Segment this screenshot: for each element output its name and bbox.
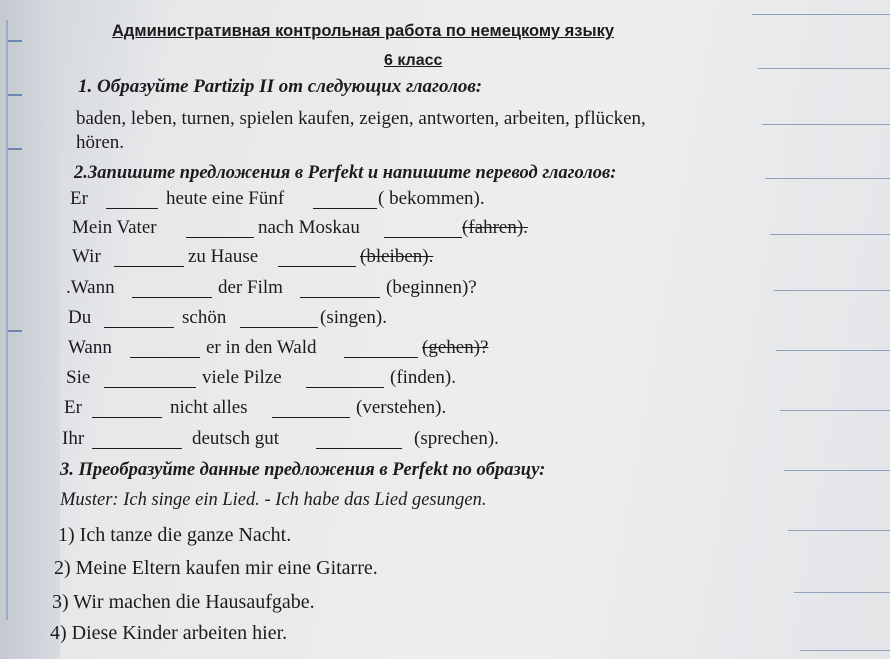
sentence-middle: viele Pilze bbox=[202, 367, 282, 388]
task1-verbs-line1: baden, leben, turnen, spielen kaufen, zeigen, antworten, arbeiten, pflücken, bbox=[76, 108, 646, 129]
notebook-line bbox=[758, 68, 890, 69]
answer-blank bbox=[106, 190, 158, 209]
task3-item: 4) Diese Kinder arbeiten hier. bbox=[50, 622, 288, 644]
task3-item: 2) Meine Eltern kaufen mir eine Gitarre. bbox=[54, 557, 378, 579]
notebook-line bbox=[762, 124, 890, 125]
answer-blank bbox=[344, 339, 418, 358]
answer-blank bbox=[306, 369, 384, 388]
notebook-line bbox=[752, 14, 890, 15]
sentence-verb: (gehen)? bbox=[422, 337, 489, 358]
sentence-verb: (fahren). bbox=[462, 217, 528, 238]
sentence-verb: (verstehen). bbox=[356, 397, 447, 418]
sentence-verb: (bleiben). bbox=[360, 246, 434, 267]
answer-blank bbox=[316, 430, 402, 449]
margin-tick bbox=[8, 94, 22, 96]
sentence-middle: der Film bbox=[218, 277, 283, 298]
answer-blank bbox=[186, 219, 254, 238]
sentence-middle: nach Moskau bbox=[258, 217, 360, 238]
notebook-line bbox=[784, 470, 890, 471]
answer-blank bbox=[114, 248, 184, 267]
answer-blank bbox=[132, 279, 212, 298]
answer-blank bbox=[92, 399, 162, 418]
task3-item: 3) Wir machen die Hausaufgabe. bbox=[52, 591, 315, 613]
page-title: Административная контрольная работа по немецкому языку bbox=[112, 22, 615, 40]
notebook-line bbox=[765, 178, 890, 179]
answer-blank bbox=[104, 309, 174, 328]
notebook-line bbox=[788, 530, 890, 531]
answer-blank bbox=[278, 248, 356, 267]
sentence-verb: (sprechen). bbox=[414, 428, 499, 449]
sentence-subject: Du bbox=[68, 307, 92, 328]
margin-tick bbox=[8, 148, 22, 150]
sentence-middle: heute eine Fünf bbox=[166, 188, 285, 209]
margin-tick bbox=[8, 330, 22, 332]
notebook-line bbox=[794, 592, 890, 593]
notebook-line bbox=[770, 234, 890, 235]
answer-blank bbox=[300, 279, 380, 298]
sentence-subject: Mein Vater bbox=[72, 217, 157, 238]
sentence-subject: Ihr bbox=[62, 428, 85, 449]
sentence-subject: Er bbox=[70, 188, 88, 209]
task3-heading: 3. Преобразуйте данные предложения в Perfekt по образцу: bbox=[60, 460, 546, 480]
answer-blank bbox=[272, 399, 350, 418]
sentence-subject: Er bbox=[64, 397, 82, 418]
sentence-subject: Wir bbox=[72, 246, 101, 267]
answer-blank bbox=[313, 190, 377, 209]
sentence-middle: schön bbox=[182, 307, 227, 328]
answer-blank bbox=[130, 339, 200, 358]
notebook-line bbox=[800, 650, 890, 651]
answer-blank bbox=[240, 309, 318, 328]
notebook-line bbox=[780, 410, 890, 411]
notebook-margin-line bbox=[6, 20, 8, 620]
task1-heading: 1. Образуйте Partizip II от следующих глаголов: bbox=[78, 76, 483, 97]
margin-tick bbox=[8, 40, 22, 42]
sentence-subject: Sie bbox=[66, 367, 91, 388]
notebook-line bbox=[776, 350, 890, 351]
sentence-verb: ( bekommen). bbox=[378, 188, 485, 209]
sentence-middle: er in den Wald bbox=[206, 337, 317, 358]
answer-blank bbox=[92, 430, 182, 449]
sentence-subject: Wann bbox=[68, 337, 112, 358]
task3-item: 1) Ich tanze die ganze Nacht. bbox=[58, 524, 292, 546]
task1-verbs-line2: hören. bbox=[76, 132, 125, 153]
sentence-middle: nicht alles bbox=[170, 397, 248, 418]
grade-label: 6 класс bbox=[384, 52, 443, 69]
answer-blank bbox=[104, 369, 196, 388]
sentence-verb: (singen). bbox=[320, 307, 388, 328]
sentence-subject: .Wann bbox=[66, 277, 115, 298]
task2-heading: 2.Запишите предложения в Perfekt и напишите перевод глаголов: bbox=[74, 163, 617, 183]
task3-muster: Muster: Ich singe ein Lied. - Ich habe das Lied gesungen. bbox=[60, 490, 487, 510]
sentence-verb: (finden). bbox=[390, 367, 456, 388]
sentence-verb: (beginnen)? bbox=[386, 277, 477, 298]
answer-blank bbox=[384, 219, 462, 238]
sentence-middle: zu Hause bbox=[188, 246, 259, 267]
sentence-middle: deutsch gut bbox=[192, 428, 280, 449]
notebook-line bbox=[774, 290, 890, 291]
